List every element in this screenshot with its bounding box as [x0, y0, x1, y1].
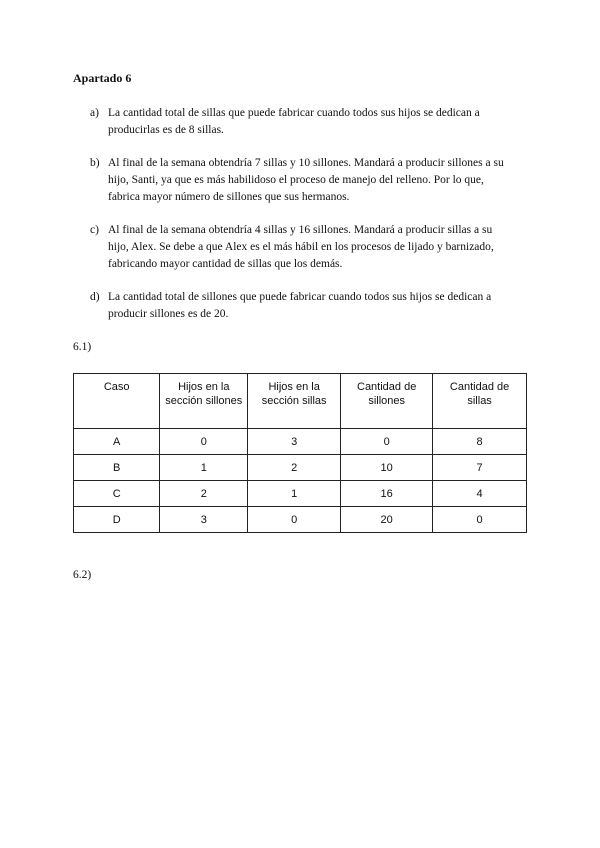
table-cell: 0 [433, 507, 527, 533]
section-label-6-2: 6.2) [73, 569, 92, 581]
list-item-text: La cantidad total de sillones que puede fabricar cuando todos sus hijos se dedican a producir sillones es de 20. [108, 291, 492, 320]
table-cell: A [74, 429, 160, 455]
table-row [74, 507, 527, 533]
data-table [73, 373, 527, 533]
list-item-a [90, 105, 515, 139]
table-cell: 10 [341, 455, 433, 481]
table-header-cell: Hijos en la sección sillones [160, 374, 248, 429]
list-marker: d) [90, 291, 100, 303]
table-header-row [74, 374, 527, 429]
table-cell: 2 [248, 455, 341, 481]
list-marker: b) [90, 157, 100, 169]
table-cell: D [74, 507, 160, 533]
table-cell: 8 [433, 429, 527, 455]
list-marker: a) [90, 107, 99, 119]
list-item-b [90, 155, 515, 206]
table-cell: 7 [433, 455, 527, 481]
table-header-cell: Caso [74, 374, 160, 429]
table-row [74, 481, 527, 507]
list-marker: c) [90, 224, 99, 236]
table-cell: 0 [160, 429, 248, 455]
list-item-c [90, 222, 515, 273]
table-cell: 20 [341, 507, 433, 533]
table-header-cell: Cantidad de sillones [341, 374, 433, 429]
list-item-text: Al final de la semana obtendría 7 sillas y 10 sillones. Mandará a producir sillones a su hijo, Santi, ya que es más habilidoso el proceso de manejo del relleno. Por lo que, fabrica mayor número de sillones que sus hermanos. [108, 157, 504, 203]
list-item-text: La cantidad total de sillas que puede fabricar cuando todos sus hijos se dedican a producirlas es de 8 sillas. [108, 107, 480, 136]
list-item-text: Al final de la semana obtendría 4 sillas y 16 sillones. Mandará a producir sillas a su hijo, Alex. Se debe a que Alex es el más hábil en los procesos de lijado y barnizado, fabricando mayor cantidad de sillas que los demás. [108, 224, 494, 270]
section-label-6-1: 6.1) [73, 341, 92, 353]
table-cell: 1 [160, 455, 248, 481]
table-cell: 3 [160, 507, 248, 533]
list-item-d [90, 289, 515, 323]
table-header-cell: Cantidad de sillas [433, 374, 527, 429]
table-row [74, 455, 527, 481]
table-cell: 1 [248, 481, 341, 507]
table-header-cell: Hijos en la sección sillas [248, 374, 341, 429]
table-cell: 16 [341, 481, 433, 507]
page-title: Apartado 6 [73, 71, 132, 85]
table-cell: 3 [248, 429, 341, 455]
table-cell: B [74, 455, 160, 481]
table-row [74, 429, 527, 455]
table-cell: 2 [160, 481, 248, 507]
table-cell: 0 [248, 507, 341, 533]
table-cell: 4 [433, 481, 527, 507]
table-cell: C [74, 481, 160, 507]
table-cell: 0 [341, 429, 433, 455]
